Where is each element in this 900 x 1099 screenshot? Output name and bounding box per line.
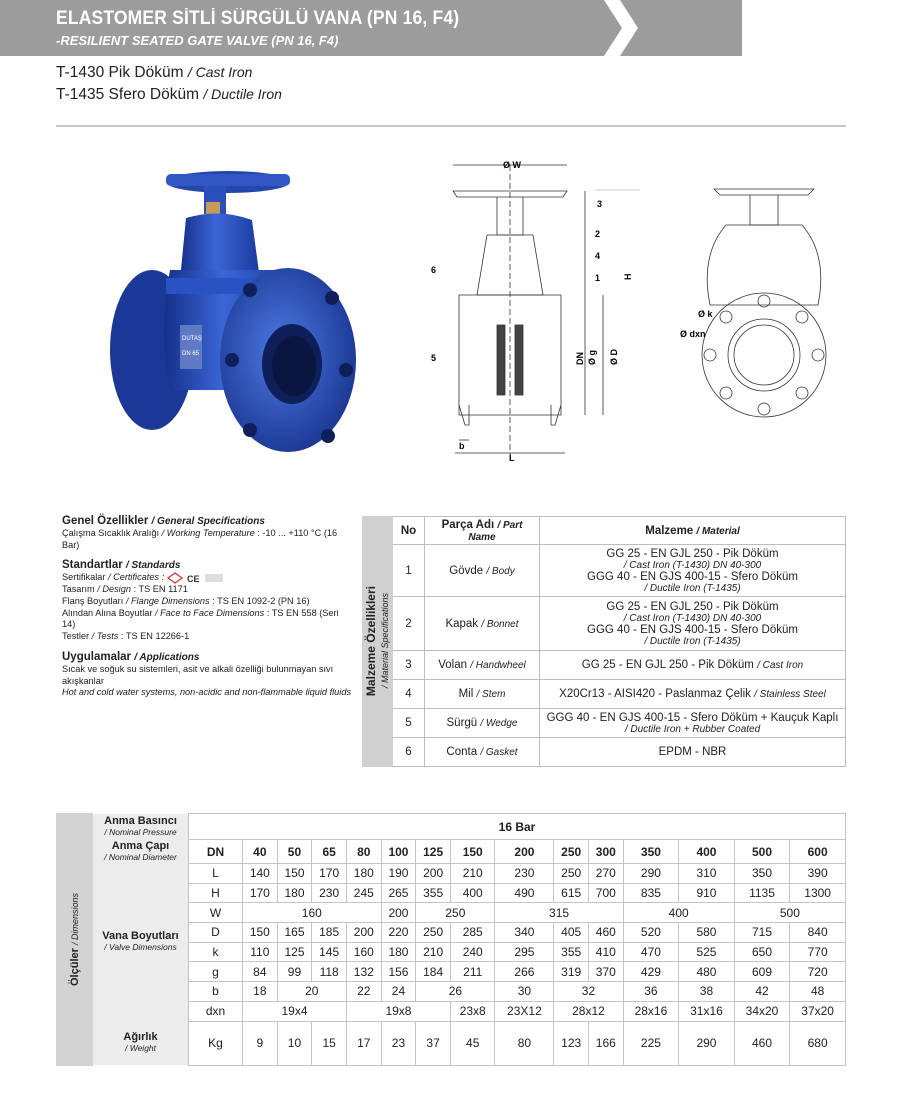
general-heading: Genel Özellikler / General Specifications [62, 515, 265, 527]
table-row: D 150 165 185 200 220 250 285 340 405 460 520 580 715 840 [57, 923, 846, 943]
table-row: 2 Kapak / Bonnet GG 25 - EN GJL 250 - Pik Döküm / Cast Iron (T-1430) DN 40-300 GGG 40 - EN GJS 400-15 - Sfero Döküm / Ductile Iron (T-1435) [363, 597, 846, 651]
table-row: dxn 19x4 19x8 23x8 23X12 28x12 28x16 31x16 34x20 37x20 [57, 1001, 846, 1021]
material-side-label: Malzeme Özellikleri / Material Specifications [363, 517, 393, 767]
col-material: Malzeme / Material [540, 517, 846, 545]
table-row: 6 Conta / Gasket EPDM - NBR [363, 738, 846, 767]
applications-heading: Uygulamalar / Applications [62, 650, 200, 663]
valve-photo [100, 160, 420, 470]
svg-text:1: 1 [595, 273, 601, 283]
svg-text:Ø dxn: Ø dxn [680, 329, 706, 339]
certificate-logos-icon [167, 573, 225, 583]
nominal-pressure-label: Anma Basıncı / Nominal Pressure [93, 814, 189, 840]
table-row: 4 Mil / Stem X20Cr13 - AISI420 - Paslanmaz Çelik / Stainless Steel [363, 680, 846, 709]
valve-dims-label: Vana Boyutları / Valve Dimensions [93, 864, 189, 1022]
tests-standard: Testler / Tests : TS EN 12266-1 [62, 631, 190, 642]
svg-text:6: 6 [431, 265, 437, 275]
svg-text:Ø W: Ø W [503, 160, 521, 170]
col-no: No [393, 517, 425, 545]
nominal-diameter-label: Anma Çapı / Nominal Diameter [93, 840, 189, 864]
table-row: k 110 125 145 160 180 210 240 295 355 410 470 525 650 770 [57, 942, 846, 962]
table-row: 1 Gövde / Body GG 25 - EN GJL 250 - Pik Döküm / Cast Iron (T-1430) DN 40-300 GGG 40 - EN GJS 400-15 - Sfero Döküm / Ductile Iron (T-1435) [363, 545, 846, 597]
section-drawing [425, 155, 633, 475]
applications-en: Hot and cold water systems, non-acidic and non-flammable liquid fluids [62, 687, 352, 698]
svg-text:b: b [459, 441, 465, 451]
material-table [362, 516, 846, 767]
svg-text:H: H [623, 273, 633, 280]
working-temperature: Çalışma Sıcaklık Aralığı / Working Temperature : -10 ... +110 °C (16 Bar) [62, 527, 338, 550]
svg-text:Ø g: Ø g [587, 350, 597, 365]
general-specs [62, 516, 352, 699]
page-title: ELASTOMER SİTLİ SÜRGÜLÜ VANA (PN 16, F4) [56, 8, 460, 29]
col-part: Parça Adı / Part Name [425, 517, 540, 545]
divider [56, 125, 846, 127]
table-row: Ağırlık / Weight Kg 9 10 15 17 23 37 45 80 123 166 225 290 460 680 [57, 1021, 846, 1065]
svg-text:DN 65: DN 65 [182, 351, 200, 357]
svg-text:2: 2 [595, 229, 601, 239]
svg-text:CE: CE [186, 573, 200, 584]
table-row: W 160 200 250 315 400 500 [57, 903, 846, 923]
weight-label: Ağırlık / Weight [93, 1021, 189, 1065]
face-to-face-standard: Alından Alına Boyutlar / Face to Face Dimensions : TS EN 558 (Seri 14) [62, 607, 339, 630]
svg-text:4: 4 [595, 251, 601, 261]
side-view-drawing [668, 155, 848, 455]
standards-heading: Standartlar / Standards [62, 559, 181, 572]
pressure-value: 16 Bar [189, 814, 846, 840]
svg-text:DUTAŞ: DUTAŞ [182, 336, 202, 342]
dimensions-side-label: Ölçüler / Dimensions [57, 814, 93, 1066]
table-row: b 18 20 22 24 26 30 32 36 38 42 48 [57, 982, 846, 1002]
svg-text:L: L [509, 453, 515, 463]
svg-text:Ø k: Ø k [698, 309, 713, 319]
design-standard: Tasarım / Design : TS EN 1171 [62, 583, 188, 594]
svg-text:DN: DN [575, 352, 585, 365]
table-row: 5 Sürgü / Wedge GGG 40 - EN GJS 400-15 - Sfero Döküm + Kauçuk Kaplı / Ductile Iron + Rubber Coated [363, 709, 846, 738]
svg-text:Ø D: Ø D [609, 348, 619, 365]
page-subtitle: -RESILIENT SEATED GATE VALVE (PN 16, F4) [56, 33, 339, 48]
svg-text:5: 5 [431, 353, 437, 363]
chevron-right-icon [604, 0, 640, 56]
svg-text:3: 3 [597, 199, 603, 209]
flange-standard: Flanş Boyutları / Flange Dimensions : TS EN 1092-2 (PN 16) [62, 595, 310, 606]
dimensions-table: Ölçüler / Dimensions Anma Basıncı / Nominal Pressure 16 Bar Anma Çapı / Nominal Diameter DN 40 50 65 80 100 125 150 200 250 300 350 400 500 600 Vana Boyutları / Valve Dimensions L 140 150 170 180 190 200 210 230 250 270 290 310 350 390 H 170 180 230 245 265 355 400 490 615 700 835 910 1135 1300 W 160 200 250 315 400 500 D 150 165 185 200 220 250 285 340 405 460 520 580 715 840 k 110 125 145 160 180 210 240 295 355 410 470 525 650 770 g 84 99 118 132 156 184 211 266 319 370 429 480 609 720 b 18 20 22 24 26 30 32 36 38 42 48 dxn 19x4 19x8 23x8 23X12 28x12 28x16 31x16 34x20 37x20 Ağırlık / Weight Kg 9 10 15 17 23 37 45 80 123 166 225 290 460 680 [56, 813, 846, 1066]
model-line-2: T-1435 Sfero Döküm / Ductile Iron [56, 86, 282, 103]
certificates: Sertifikalar / Certificates : CE [62, 572, 352, 584]
applications-tr: Sıcak ve soğuk su sistemleri, asit ve alkali özelliği bulunmayan sıvı akışkanlar [62, 663, 334, 686]
header-banner [0, 0, 742, 56]
table-row: H 170 180 230 245 265 355 400 490 615 700 835 910 1135 1300 [57, 883, 846, 903]
table-row: 3 Volan / Handwheel GG 25 - EN GJL 250 - Pik Döküm / Cast Iron [363, 651, 846, 680]
table-row: g 84 99 118 132 156 184 211 266 319 370 429 480 609 720 [57, 962, 846, 982]
table-row: Vana Boyutları / Valve Dimensions L 140 150 170 180 190 200 210 230 250 270 290 310 350 390 [57, 864, 846, 884]
model-line-1: T-1430 Pik Döküm / Cast Iron [56, 64, 253, 81]
